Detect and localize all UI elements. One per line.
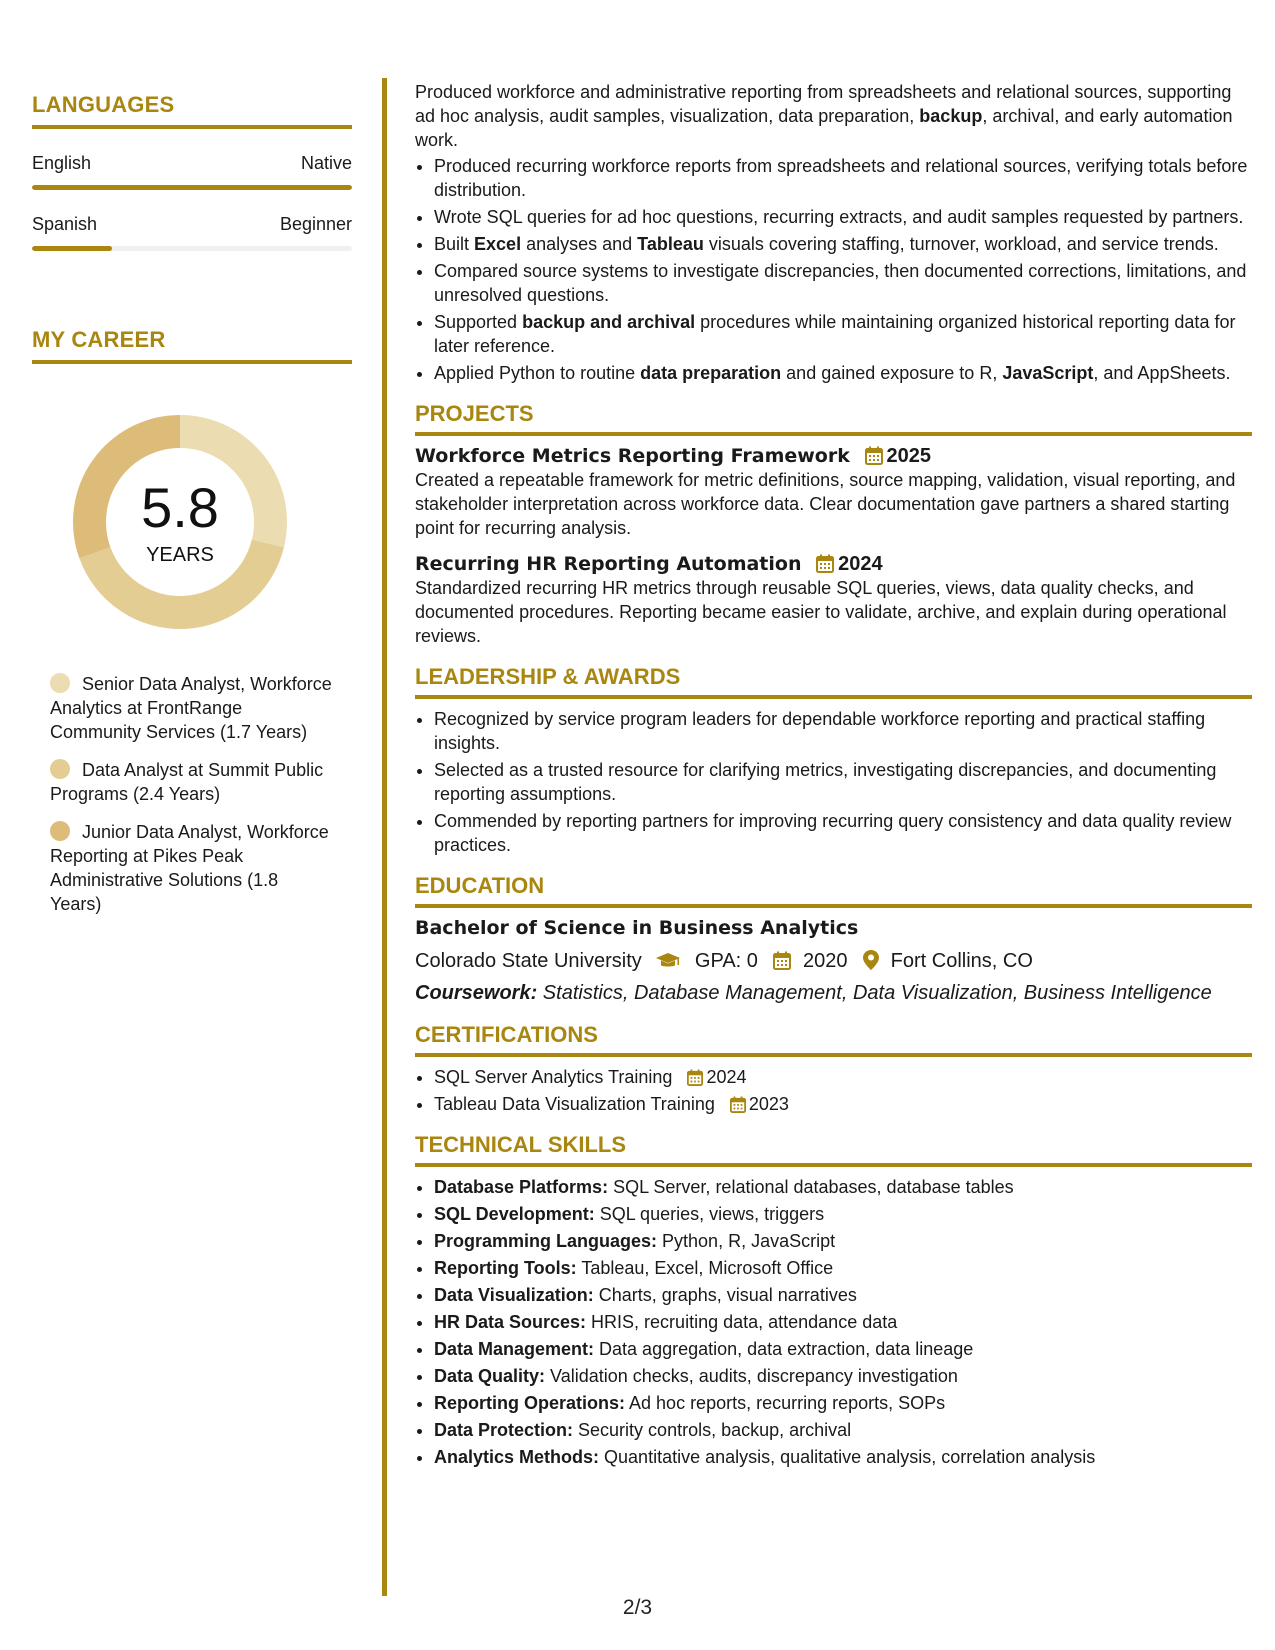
language-proficiency-bar [32,185,352,190]
list-item: • Reporting Tools: Tableau, Excel, Microsoft Office [434,1256,1252,1280]
legend-dot [50,759,70,779]
list-item: • Selected as a trusted resource for clarifying metrics, investigating discrepancies, and documenting reporting assumptions. [434,758,1252,806]
list-item: • Data Management: Data aggregation, data extraction, data lineage [434,1337,1252,1361]
project-year: 2025 [886,445,931,467]
career-total-years: 5.8 [141,476,219,539]
languages-heading: LANGUAGES [32,92,352,129]
career-donut [66,408,294,636]
certifications-list [415,1065,1252,1116]
project-title: Recurring HR Reporting Automation [415,553,802,575]
calendar-icon [865,446,883,465]
project-title: Workforce Metrics Reporting Framework [415,445,850,467]
column-divider [382,78,387,1596]
certification-year: 2024 [706,1067,747,1087]
list-item: • Programming Languages: Python, R, JavaScript [434,1229,1252,1253]
list-item: • Built Excel analyses and Tableau visuals covering staffing, turnover, workload, and service trends. [434,232,1252,256]
list-item: • SQL Development: SQL queries, views, triggers [434,1202,1252,1226]
language-proficiency-fill [32,185,352,190]
project-description: Created a repeatable framework for metric definitions, source mapping, validation, visual reporting, and stakeholder interpretation across workforce data. Clear documentation gave partners a shared starting point for recurring analysis. [415,470,1236,538]
job-label: Junior Data Analyst, Workforce Reporting at Pikes Peak Administrative Solutions (1.8 Years) [50,822,329,914]
language-level: Beginner [279,214,352,234]
career-legend-item [50,758,332,806]
calendar-icon [816,554,834,573]
list-item: • Data Protection: Security controls, backup, archival [434,1418,1252,1442]
calendar-icon [687,1069,703,1086]
career-legend-item [50,820,332,916]
education-details [415,948,1252,974]
list-item: • Analytics Methods: Quantitative analysis, qualitative analysis, correlation analysis [434,1445,1252,1469]
list-item: • Wrote SQL queries for ad hoc questions, recurring extracts, and audit samples requested by partners. [434,205,1252,229]
list-item: • Database Platforms: SQL Server, relational databases, database tables [434,1175,1252,1199]
list-item [434,1092,1252,1116]
education-coursework: Coursework: Statistics, Database Management, Data Visualization, Business Intelligence [415,982,1212,1004]
location-pin-icon [863,950,879,970]
project-year: 2024 [838,553,883,575]
language-proficiency-fill [32,246,112,251]
experience-bullets [415,154,1252,385]
career-total-unit: YEARS [146,544,214,566]
list-item: • Recognized by service program leaders for dependable workforce reporting and practical staffing insights. [434,707,1252,755]
calendar-icon [773,951,791,970]
projects-heading: PROJECTS [415,402,1252,436]
list-item: • Data Quality: Validation checks, audits, discrepancy investigation [434,1364,1252,1388]
certification-name: Tableau Data Visualization Training [434,1094,715,1114]
leadership-list [415,707,1252,857]
education-gpa: GPA: 0 [694,950,758,972]
certification-name: SQL Server Analytics Training [434,1067,673,1087]
education-year: 2020 [803,950,848,972]
certifications-heading: CERTIFICATIONS [415,1023,1252,1057]
list-item: • Compared source systems to investigate discrepancies, then documented corrections, limitations, and unresolved questions. [434,259,1252,307]
career-legend [50,672,332,916]
education-degree: Bachelor of Science in Business Analytics [415,917,859,939]
legend-dot [50,673,70,693]
language-item [32,214,352,251]
list-item: • Supported backup and archival procedures while maintaining organized historical reporting data for later reference. [434,310,1252,358]
list-item: • HR Data Sources: HRIS, recruiting data, attendance data [434,1310,1252,1334]
language-name: Spanish [32,214,98,234]
page-number: 2/3 [622,1596,653,1619]
project-description: Standardized recurring HR metrics through reusable SQL queries, views, data quality checks, and documented procedures. Reporting became easier to validate, archive, and explain during operational reviews. [415,578,1227,646]
list-item [434,1065,1252,1089]
calendar-icon [730,1096,746,1113]
main-content [415,80,1252,1472]
skills-list [415,1175,1252,1469]
career-heading: MY CAREER [32,327,352,364]
job-label: Senior Data Analyst, Workforce Analytics at FrontRange Community Services (1.7 Years) [50,674,332,742]
sidebar [32,92,352,930]
legend-dot [50,821,70,841]
graduation-cap-icon [655,952,681,970]
language-level: Native [300,153,352,173]
language-proficiency-bar [32,246,352,251]
skills-heading: TECHNICAL SKILLS [415,1133,1252,1167]
experience-summary: Produced workforce and administrative reporting from spreadsheets and relational sources, supporting ad hoc analysis, audit samples, visualization, data preparation, backup, archival, and early automation work. [415,82,1233,150]
job-label: Data Analyst at Summit Public Programs (2.4 Years) [50,760,324,804]
leadership-heading: LEADERSHIP & AWARDS [415,665,1252,699]
education-heading: EDUCATION [415,874,1252,908]
list-item: • Produced recurring workforce reports from spreadsheets and relational sources, verifying totals before distribution. [434,154,1252,202]
project-item [415,552,1252,648]
education-location: Fort Collins, CO [890,950,1033,972]
certification-year: 2023 [748,1094,789,1114]
project-item [415,444,1252,540]
education-school: Colorado State University [415,950,642,972]
language-name: English [32,153,92,173]
language-item [32,153,352,190]
list-item: • Commended by reporting partners for improving recurring query consistency and data quality review practices. [434,809,1252,857]
career-legend-item [50,672,332,744]
list-item: • Data Visualization: Charts, graphs, visual narratives [434,1283,1252,1307]
list-item: • Applied Python to routine data preparation and gained exposure to R, JavaScript, and AppSheets. [434,361,1252,385]
list-item: • Reporting Operations: Ad hoc reports, recurring reports, SOPs [434,1391,1252,1415]
